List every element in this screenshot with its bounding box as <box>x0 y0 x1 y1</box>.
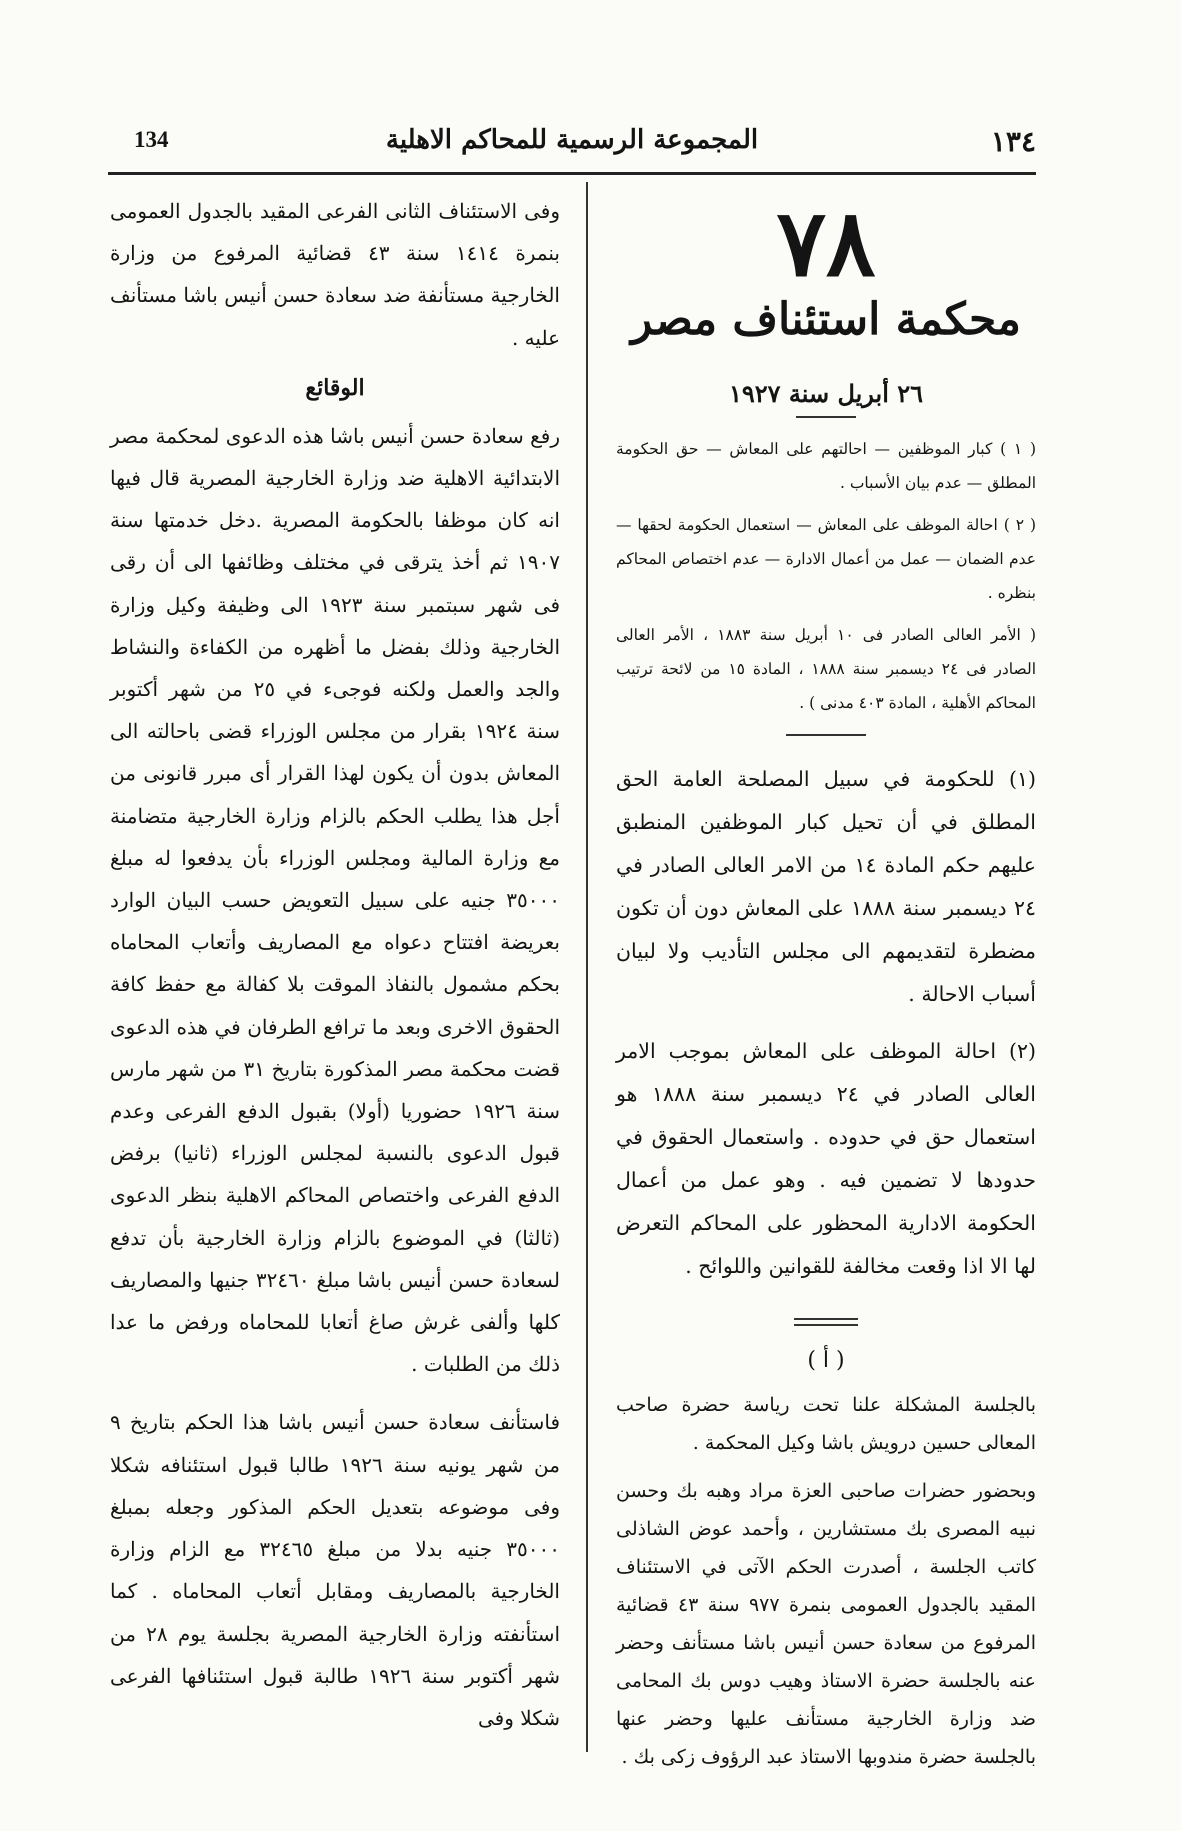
second-appeal-intro: وفى الاستئناف الثانى الفرعى المقيد بالجدول العمومى بنمرة ١٤١٤ سنة ٤٣ قضائية المرفوع من وزارة الخارجية مستأنفة ضد سعادة حسن أنيس باشا مستأنف عليه . <box>110 199 560 350</box>
running-title: المجموعة الرسمية للمحاكم الاهلية <box>385 125 759 155</box>
summary-1: ( ١ ) كبار الموظفين — احالتهم على المعاش — حق الحكومة المطلق — عدم بيان الأسباب . <box>616 440 1036 492</box>
paragraph-gap <box>110 1385 560 1401</box>
section-double-rule <box>794 1318 858 1326</box>
facts-heading: الوقائع <box>305 374 365 401</box>
court-name: محكمة استئناف مصر <box>631 294 1021 345</box>
case-number: ٧٨ <box>776 189 876 297</box>
footnote-marker: ( أ ) <box>807 1348 845 1373</box>
summary-rule <box>786 734 866 736</box>
legal-citation: ( الأمر العالى الصادر فى ١٠ أبريل سنة ١٨٨٣ ، الأمر العالى الصادر فى ٢٤ ديسمبر سنة ١٨٨٨ ، المادة ١٥ من لائحة ترتيب المحاكم الأهلية ، المادة ٤٠٣ مدنى ) . <box>616 626 1037 712</box>
page-header <box>108 125 1036 167</box>
session-paragraph: بالجلسة المشكلة علنا تحت رياسة حضرة صاحب المعالى حسين درويش باشا وكيل المحكمة . <box>616 1394 1036 1454</box>
principle-1: (١) للحكومة في سبيل المصلحة العامة الحق المطلق في أن تحيل كبار الموظفين المنطبق عليهم حكم المادة ١٤ من الامر العالى الصادر في ٢٤ ديسمبر سنة ١٨٨٨ على المعاش دون أن تكون مضطرة لتقديمهم الى مجلس التأديب ولا لبيان أسباب الاحالة . <box>616 767 1036 1006</box>
right-column <box>616 190 1036 1786</box>
header-rule <box>108 172 1036 175</box>
left-column <box>110 190 560 1739</box>
page-number-arabic: ١٣٤ <box>990 125 1036 158</box>
facts-paragraph: رفع سعادة حسن أنيس باشا هذه الدعوى لمحكمة مصر الابتدائية الاهلية ضد وزارة الخارجية المصرية قال فيها انه كان موظفا بالحكومة المصرية .دخل خدمتها سنة ١٩٠٧ ثم أخذ يترقى في مختلف وظائفها الى أن رقى فى شهر سبتمبر سنة ١٩٢٣ الى وظيفة وكيل وزارة الخارجية وذلك بفضل ما أظهره من الكفاءة والنشاط والجد والعمل ولكنه فوجىء في ٢٥ من شهر أكتوبر سنة ١٩٢٤ بقرار من مجلس الوزراء قضى باحالته الى المعاش بدون أن يكون لهذا القرار أى مبرر قانونى من أجل هذا يطلب الحكم بالزام وزارة الخارجية متضامنة مع وزارة المالية ومجلس الوزراء بأن يدفعوا له مبلغ ٣٥٠٠٠ جنيه على سبيل التعويض حسب البيان الوارد بعريضة افتتاح دعواه مع المصاريف وأتعاب المحاماه بحكم مشمول بالنفاذ الموقت بلا كفالة مع حفظ كافة الحقوق الاخرى وبعد ما ترافع الطرفان في هذه الدعوى قضت محكمة مصر المذكورة بتاريخ ٣١ من شهر مارس سنة ١٩٢٦ حضوريا (أولا) بقبول الدفع الفرعى وعدم قبول الدعوى بالنسبة لمجلس الوزراء (ثانيا) برفض الدفع الفرعى واختصاص المحاكم الاهلية بنظر الدعوى (ثالثا) في الموضوع بالزام وزارة الخارجية بأن تدفع لسعادة حسن أنيس باشا مبلغ ٣٢٤٦٠ جنيها والمصاريف كلها وألفى غرش صاغ أتعابا للمحاماه ورفض ما عدا ذلك من الطلبات . <box>110 423 561 1377</box>
judgment-date: ٢٦ أبريل سنة ١٩٢٧ <box>728 379 924 408</box>
date-rule <box>796 416 856 418</box>
column-divider <box>586 182 588 1752</box>
appeal-paragraph: فاستأنف سعادة حسن أنيس باشا هذا الحكم بتاريخ ٩ من شهر يونيه سنة ١٩٢٦ طالبا قبول استئنافه شكلا وفى موضوعه بتعديل الحكم المذكور وجعله بمبلغ ٣٥٠٠٠ جنيه بدلا من مبلغ ٣٢٤٦٥ مع الزام وزارة الخارجية بالمصاريف ومقابل أتعاب المحاماه . كما استأنفته وزارة الخارجية المصرية بجلسة يوم ٢٨ من شهر أكتوبر سنة ١٩٢٦ طالبة قبول استئنافها الفرعى شكلا وفى <box>110 1410 561 1730</box>
principle-2: (٢) احالة الموظف على المعاش بموجب الامر العالى الصادر في ٢٤ ديسمبر سنة ١٨٨٨ هو استعمال حق في حدوده . واستعمال الحقوق في حدودها لا تضمين فيه . وهو عمل من أعمال الحكومة الادارية المحظور على المحاكم التعرض لها الا اذا وقعت مخالفة للقوانين واللوائح . <box>616 1039 1037 1278</box>
attendance-paragraph: وبحضور حضرات صاحبى العزة مراد وهبه بك وحسن نبيه المصرى بك مستشارين ، وأحمد عوض الشاذلى كاتب الجلسة ، أصدرت الحكم الآتى في الاستئناف المقيد بالجدول العمومى بنمرة ٩٧٧ سنة ٤٣ قضائية المرفوع من سعادة حسن أنيس باشا مستأنف وحضر عنه بالجلسة حضرة الاستاذ وهيب دوس بك المحامى ضد وزارة الخارجية مستأنف عليها وحضر عنها بالجلسة حضرة مندوبها الاستاذ عبد الرؤوف زكى بك . <box>616 1480 1037 1768</box>
summary-2: ( ٢ ) احالة الموظف على المعاش — استعمال الحكومة لحقها — عدم الضمان — عمل من أعمال الادارة — عدم اختصاص المحاكم بنظره . <box>616 516 1036 602</box>
page-number-latin: 134 <box>134 127 169 152</box>
